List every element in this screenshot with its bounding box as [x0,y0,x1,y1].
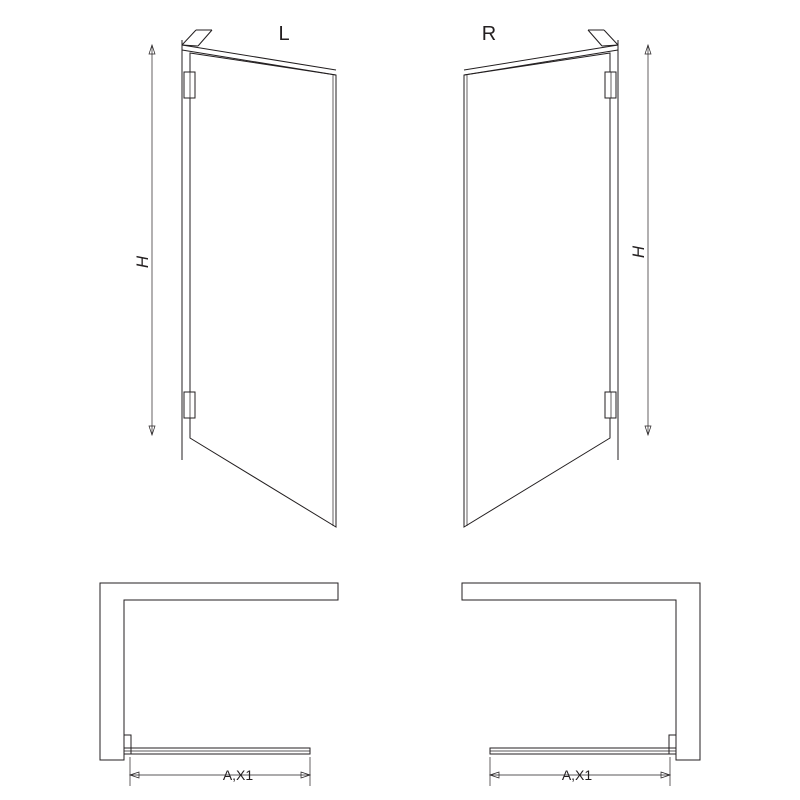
plan-view-left [100,583,338,786]
support-bar-left [182,30,336,75]
wall-hatch-right [462,583,700,760]
height-dimension-right [645,45,651,435]
variant-label-right: R [481,23,497,45]
plan-view-right [462,583,700,786]
glass-panel-right [464,53,610,527]
wall-hatch-left [100,583,338,760]
hinge-upper-left [184,72,195,98]
plan-glass-right [490,748,676,754]
elevation-view-left [149,30,336,527]
plan-glass-left [124,748,310,754]
height-label-right: H [629,245,648,259]
plan-dimension-label-right: A,X1 [561,767,593,783]
glass-panel-left [190,53,336,527]
hinge-upper-right [605,72,616,98]
plan-dimension-label-left: A,X1 [222,767,254,783]
hinge-lower-right [605,392,616,418]
elevation-view-right [464,30,651,527]
plan-dimension-line-left [130,757,310,786]
height-dimension-left [149,45,155,435]
hinge-lower-left [184,392,195,418]
variant-label-left: L [278,23,290,45]
height-label-left: H [133,255,152,269]
